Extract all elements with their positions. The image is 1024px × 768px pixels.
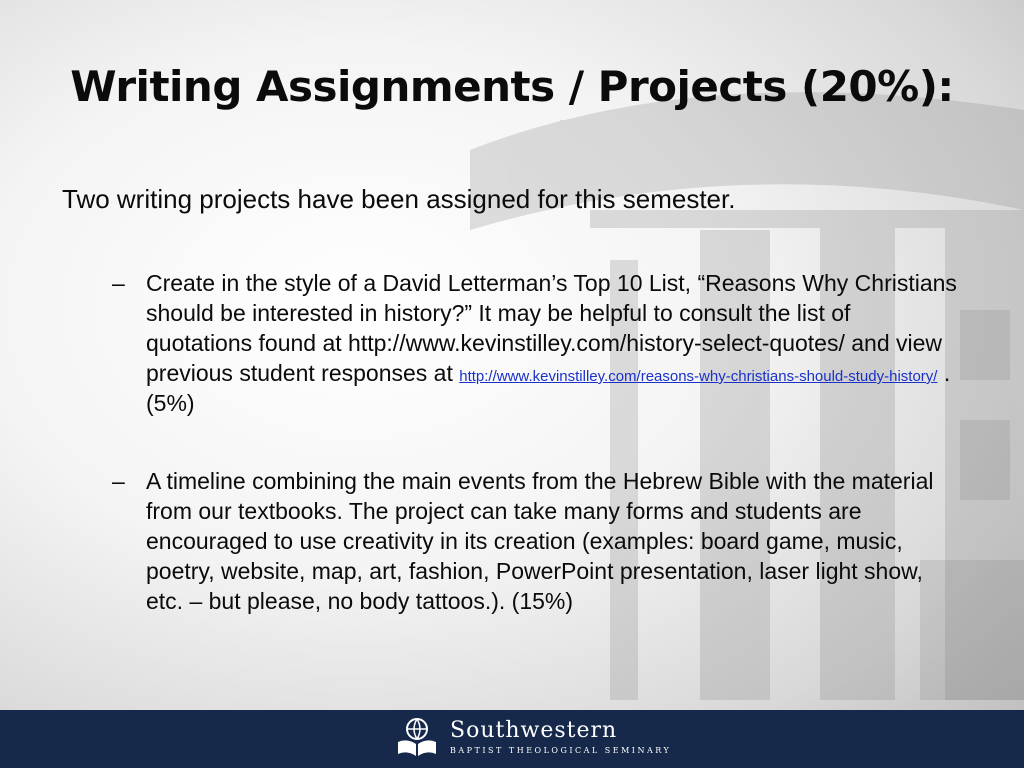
bullet-text-suffix: . (5%) bbox=[146, 360, 951, 416]
footer-bar bbox=[0, 710, 1024, 768]
open-bible-globe-icon bbox=[394, 714, 440, 760]
intro-text: Two writing projects have been assigned for this semester. bbox=[62, 184, 736, 214]
slide-title: Writing Assignments / Projects (20%): bbox=[70, 62, 954, 111]
seminary-logo bbox=[394, 714, 671, 760]
logo-subtitle: BAPTIST THEOLOGICAL SEMINARY bbox=[450, 745, 672, 755]
logo-text bbox=[450, 717, 672, 755]
bullet-text: A timeline combining the main events from the Hebrew Bible with the material from our textbooks. The project can take many forms and students are encouraged to use creativity in its creation (examples: board game, music, poetry, website, map, art, fashion, PowerPoint presentation, laser light show, etc. – but please, no body tattoos.). (15%) bbox=[146, 468, 934, 614]
logo-wordmark: Southwestern bbox=[450, 717, 618, 743]
bullet-text: Create in the style of a David Letterman’s Top 10 List, “Reasons Why Christians should be interested in history?” It may be helpful to consult the list of quotations found at http://www.kevinstilley.com/history-select-quotes/ and view previous student responses at bbox=[146, 270, 957, 386]
bullet-list bbox=[112, 268, 962, 616]
student-responses-link[interactable]: http://www.kevinstilley.com/reasons-why-christians-should-study-history/ bbox=[459, 368, 938, 385]
bullet-item-top10 bbox=[112, 268, 962, 418]
bullet-dash: – bbox=[112, 468, 125, 494]
bullet-item-timeline bbox=[112, 466, 962, 616]
bullet-dash: – bbox=[112, 270, 125, 296]
